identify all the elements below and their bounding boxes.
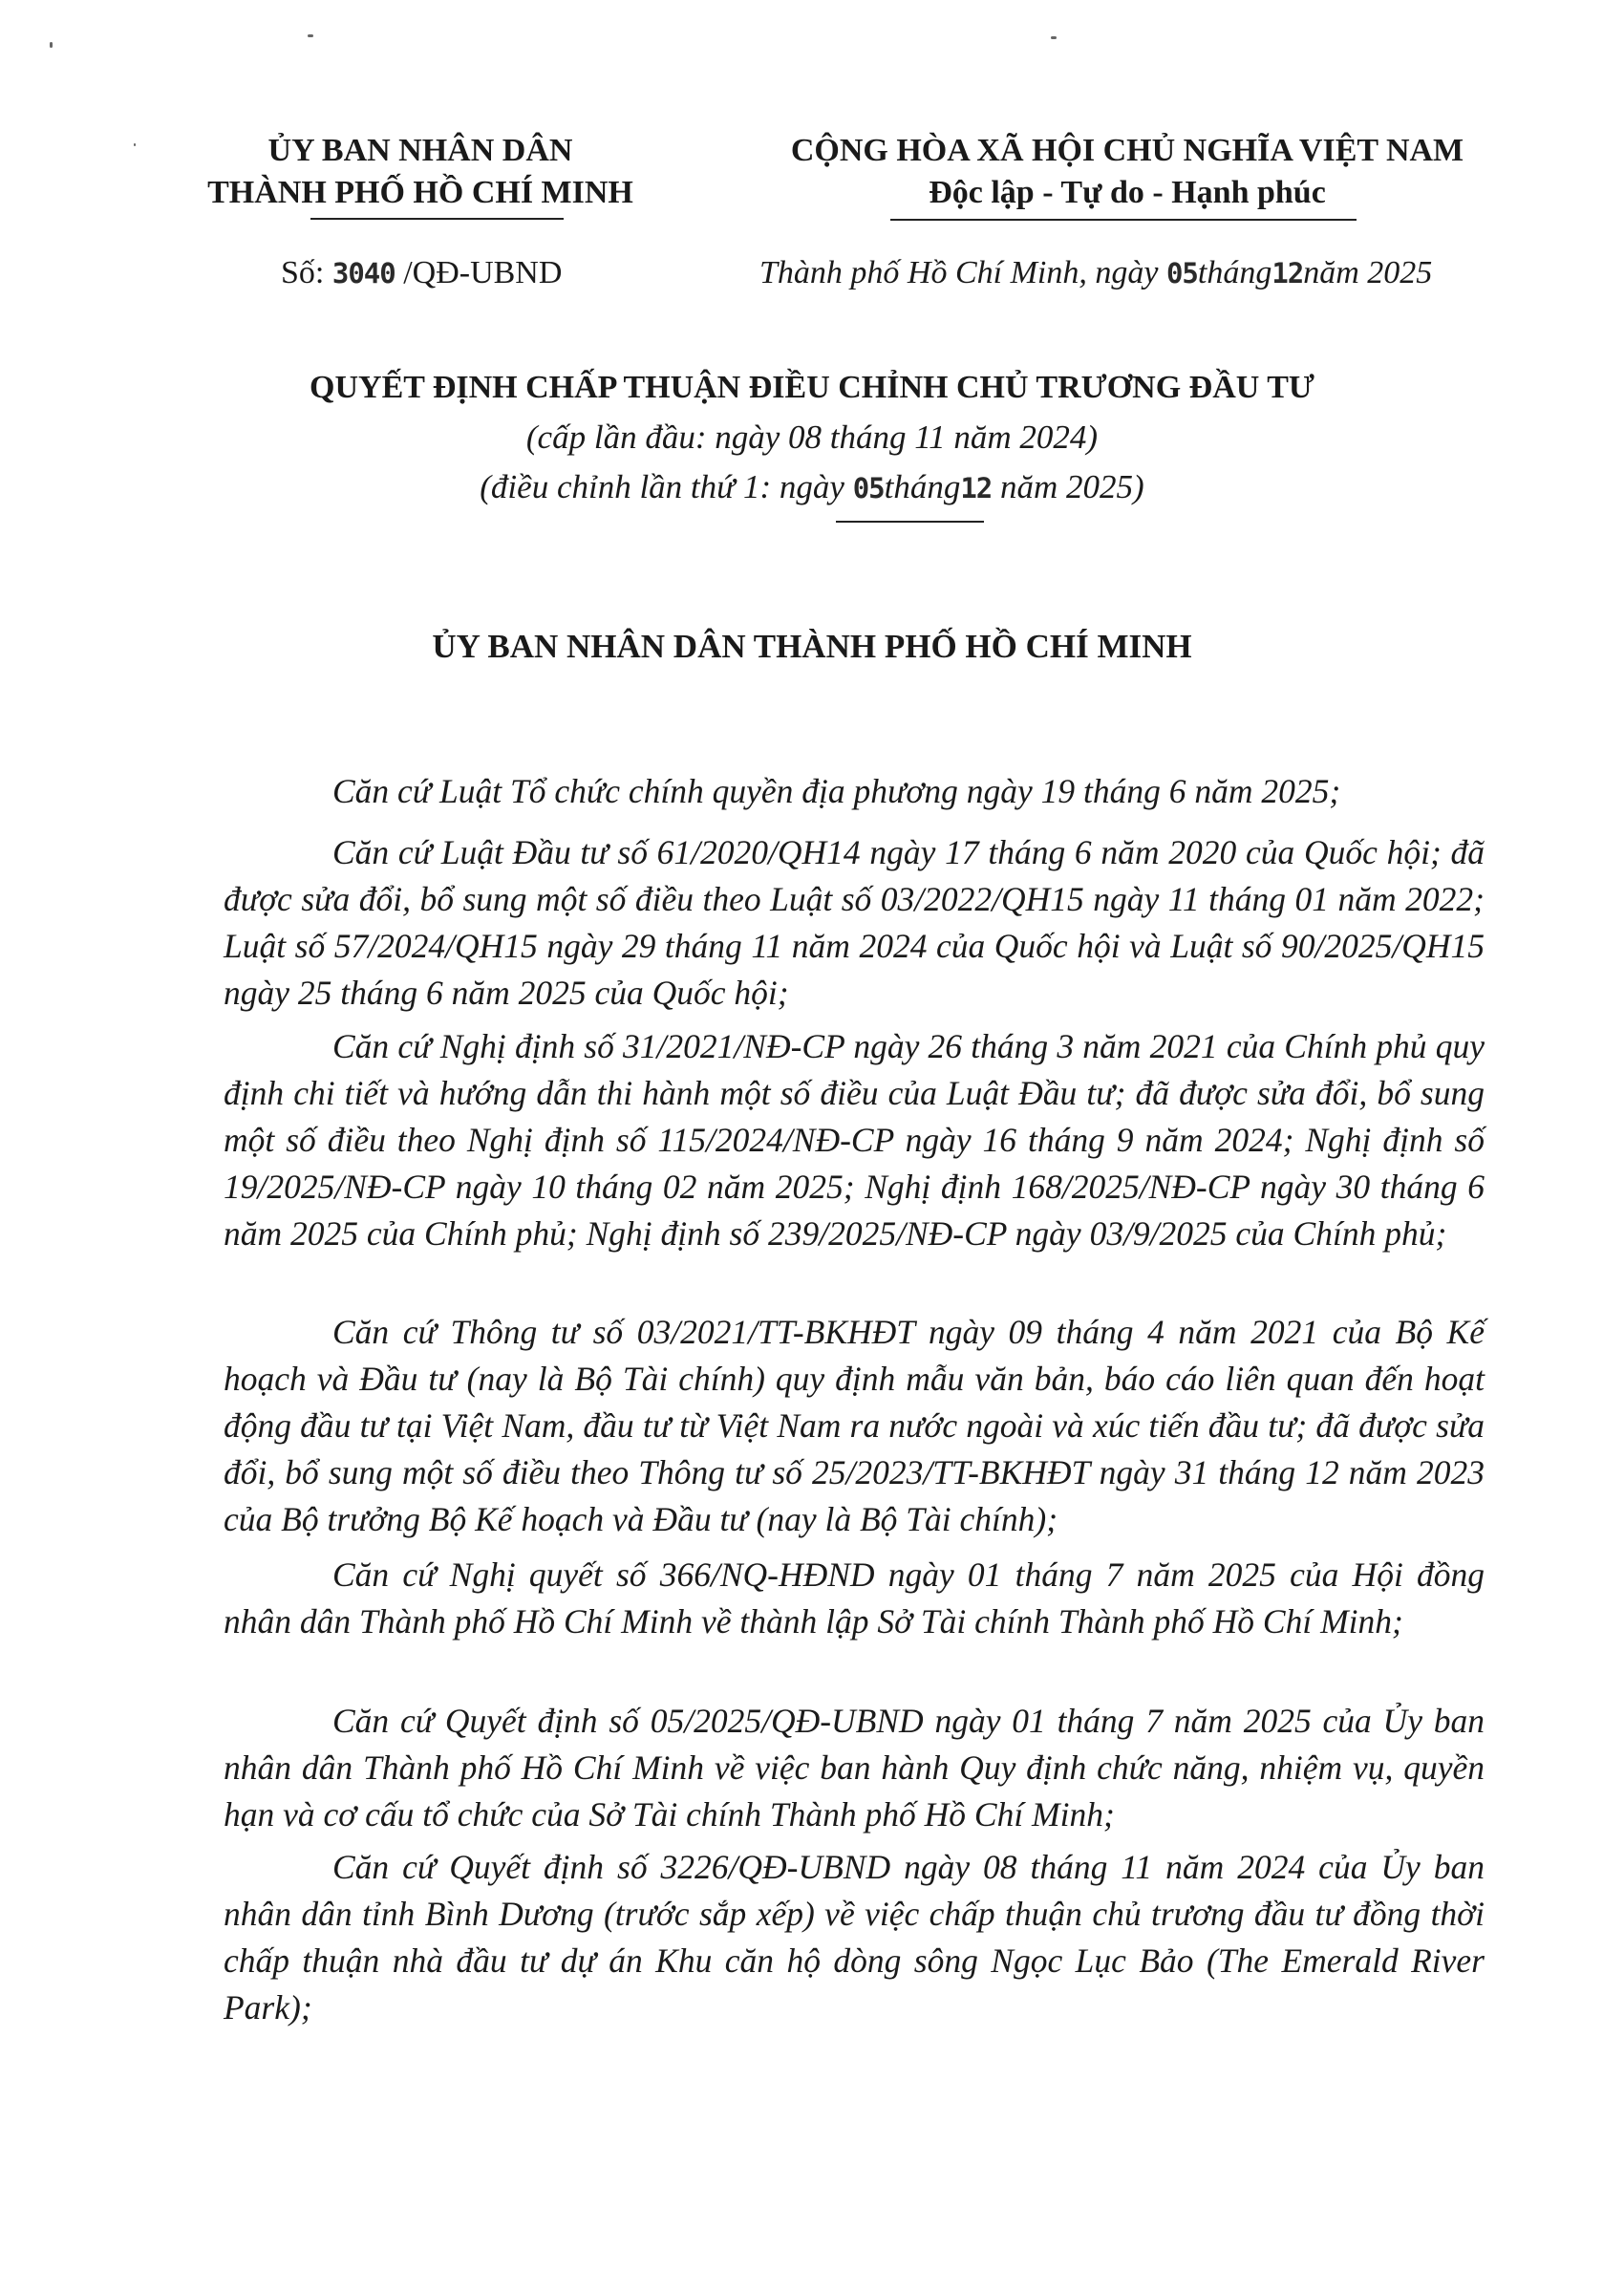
decision-title: QUYẾT ĐỊNH CHẤP THUẬN ĐIỀU CHỈNH CHỦ TRƯƠNG ĐẦU TƯ [310, 370, 1314, 405]
authority-name-line1: ỦY BAN NHÂN DÂN [267, 133, 573, 168]
adjust-month-word: tháng [884, 468, 961, 505]
number-suffix: /QĐ-UBND [395, 255, 563, 290]
title-underline [836, 521, 984, 523]
nation-name: CỘNG HÒA XÃ HỘI CHỦ NGHĨA VIỆT NAM [790, 133, 1464, 168]
scan-speck [1051, 36, 1057, 39]
legal-basis-paragraph: Căn cứ Thông tư số 03/2021/TT-BKHĐT ngày 09 tháng 4 năm 2021 của Bộ Kế hoạch và Đầu tư (nay là Bộ Tài chính) quy định mẫu văn bản, báo cáo liên quan đến hoạt động đầu tư tại Việt Nam, đầu tư từ Việt Nam ra nước ngoài và xúc tiến đầu tư; đã được sửa đổi, bổ sung một số điều theo Thông tư số 25/2023/TT-BKHĐT ngày 31 tháng 12 năm 2023 của Bộ trưởng Bộ Kế hoạch và Đầu tư (nay là Bộ Tài chính); [224, 1313, 1485, 1538]
first-issue-date: (cấp lần đầu: ngày 08 tháng 11 năm 2024) [525, 418, 1099, 456]
day-handwritten: 05 [1165, 257, 1198, 290]
legal-basis-paragraph: Căn cứ Quyết định số 3226/QĐ-UBND ngày 08 tháng 11 năm 2024 của Ủy ban nhân dân tỉnh Bình Dương (trước sắp xếp) về việc chấp thuận chủ trương đầu tư đồng thời chấp thuận nhà đầu tư dự án Khu căn hộ dòng sông Ngọc Lục Bảo (The Emerald River Park); [224, 1848, 1485, 2027]
number-prefix: Số: [281, 255, 332, 290]
document-number [281, 252, 562, 294]
legal-basis-paragraph: Căn cứ Nghị định số 31/2021/NĐ-CP ngày 26 tháng 3 năm 2021 của Chính phủ quy định chi tiết và hướng dẫn thi hành một số điều của Luật Đầu tư; đã được sửa đổi, bổ sung một số điều theo Nghị định số 115/2024/NĐ-CP ngày 16 tháng 9 năm 2024; Nghị định số 19/2025/NĐ-CP ngày 10 tháng 02 năm 2025; Nghị định 168/2025/NĐ-CP ngày 30 tháng 6 năm 2025 của Chính phủ; Nghị định số 239/2025/NĐ-CP ngày 03/9/2025 của Chính phủ; [224, 1027, 1485, 1253]
adjustment-date [287, 466, 1337, 509]
year-text: năm 2025 [1303, 255, 1433, 290]
scan-speck [308, 34, 313, 37]
scan-speck [134, 143, 136, 146]
authority-name-line2: THÀNH PHỐ HỒ CHÍ MINH [207, 175, 633, 210]
number-handwritten: 3040 [331, 257, 395, 290]
month-handwritten: 12 [1271, 257, 1304, 290]
authority-underline [310, 218, 564, 220]
motto-underline [890, 219, 1357, 221]
adjust-suffix: năm 2025) [992, 468, 1144, 505]
issuer-heading: ỦY BAN NHÂN DÂN THÀNH PHỐ HỒ CHÍ MINH [432, 628, 1192, 665]
scan-speck [50, 42, 53, 48]
month-word: tháng [1197, 255, 1272, 290]
nation-motto: Độc lập - Tự do - Hạnh phúc [929, 175, 1326, 210]
adjust-day-handwritten: 05 [852, 472, 885, 504]
adjust-month-handwritten: 12 [960, 472, 993, 504]
place-date [759, 252, 1432, 294]
legal-basis-paragraph: Căn cứ Luật Tổ chức chính quyền địa phương ngày 19 tháng 6 năm 2025; [332, 772, 1341, 810]
adjust-prefix: (điều chỉnh lần thứ 1: ngày [480, 468, 853, 505]
legal-basis-paragraph: Căn cứ Quyết định số 05/2025/QĐ-UBND ngày 01 tháng 7 năm 2025 của Ủy ban nhân dân Thành phố Hồ Chí Minh về việc ban hành Quy định chức năng, nhiệm vụ, quyền hạn và cơ cấu tổ chức của Sở Tài chính Thành phố Hồ Chí Minh; [224, 1702, 1485, 1834]
legal-basis-paragraph: Căn cứ Nghị quyết số 366/NQ-HĐND ngày 01 tháng 7 năm 2025 của Hội đồng nhân dân Thành phố Hồ Chí Minh về thành lập Sở Tài chính Thành phố Hồ Chí Minh; [224, 1555, 1485, 1641]
place-prefix: Thành phố Hồ Chí Minh, ngày [759, 255, 1166, 290]
legal-basis-paragraph: Căn cứ Luật Đầu tư số 61/2020/QH14 ngày 17 tháng 6 năm 2020 của Quốc hội; đã được sửa đổi, bổ sung một số điều theo Luật số 03/2022/QH15 ngày 11 tháng 01 năm 2022; Luật số 57/2024/QH15 ngày 29 tháng 11 năm 2024 của Quốc hội và Luật số 90/2025/QH15 ngày 25 tháng 6 năm 2025 của Quốc hội; [224, 833, 1485, 1012]
